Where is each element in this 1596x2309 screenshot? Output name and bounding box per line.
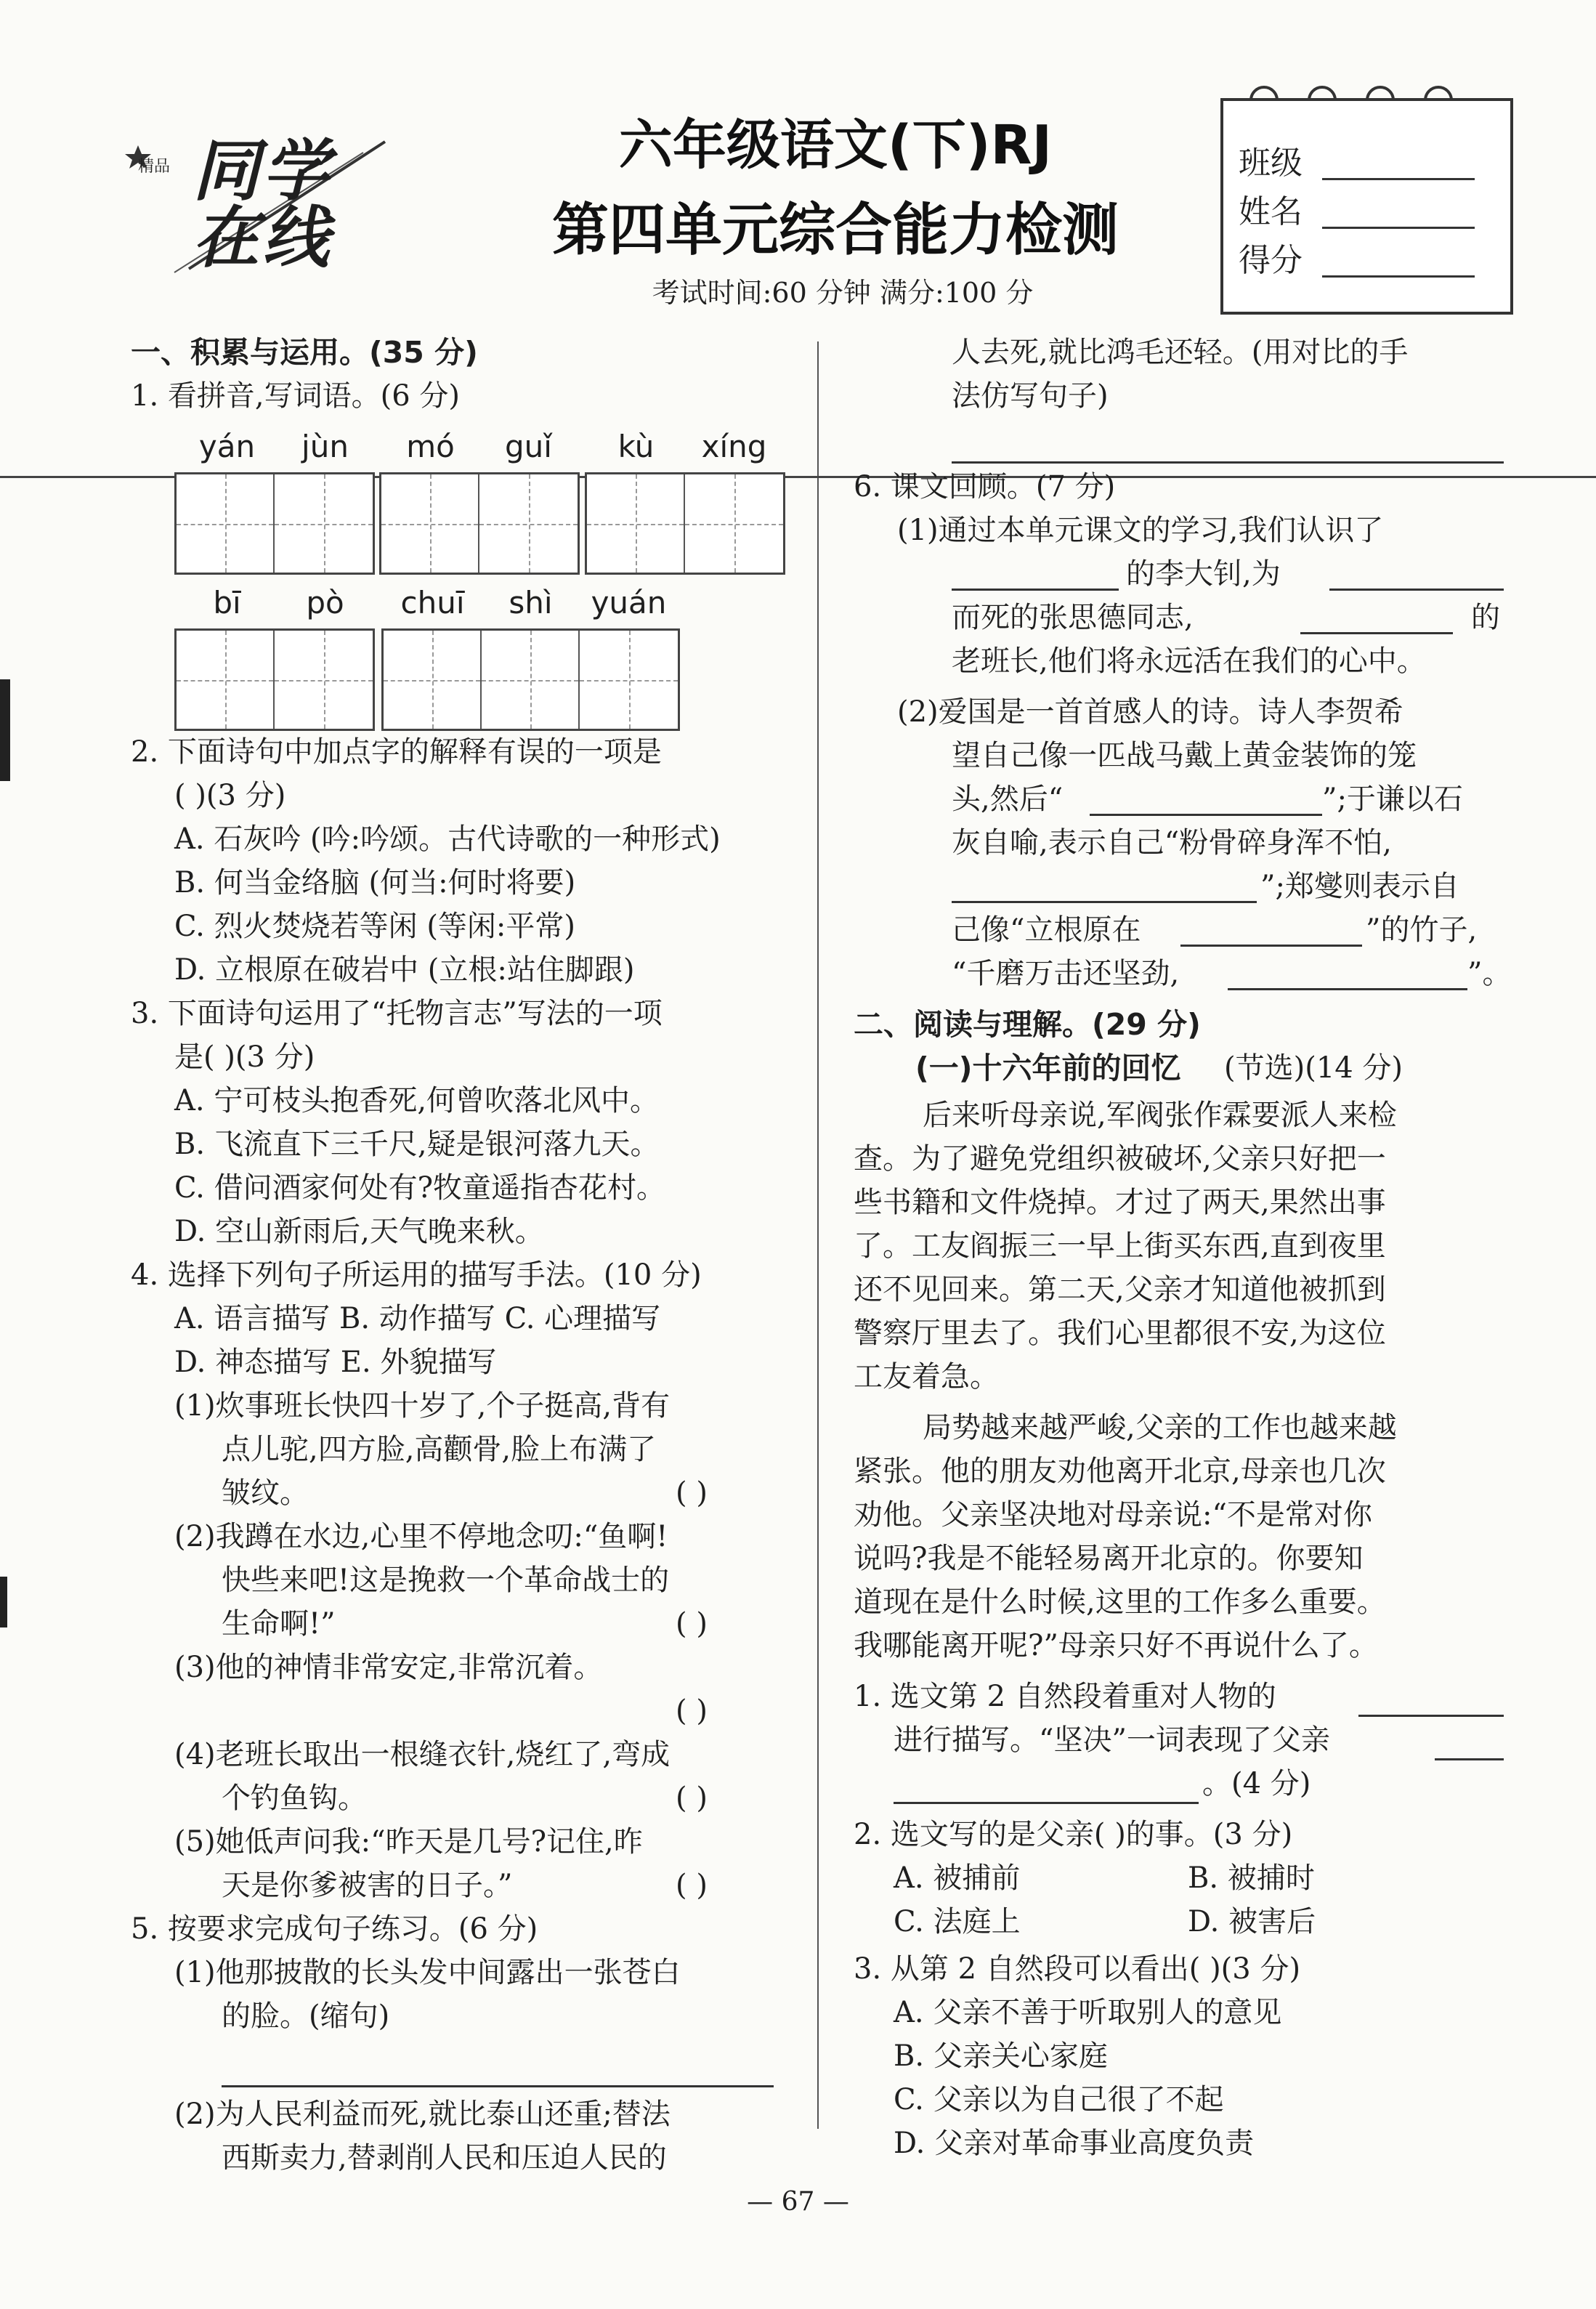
- q6-blank[interactable]: [952, 901, 1257, 903]
- q5-line: (2)为人民利益而死,就比泰山还重;替法: [174, 2098, 671, 2131]
- q6-line: ”的竹子,: [1366, 913, 1478, 947]
- logo: [123, 124, 407, 283]
- class-label: 班级: [1239, 145, 1303, 182]
- rq1-line: 进行描写。“坚决”一词表现了父亲: [894, 1723, 1330, 1757]
- logo-badge: 精品: [138, 158, 171, 176]
- pinyin: bī: [213, 585, 241, 620]
- rq3-option-b: B. 父亲关心家庭: [894, 2039, 1108, 2073]
- q6-line: 而死的张思德同志,: [952, 601, 1194, 634]
- writing-grid[interactable]: [174, 472, 375, 575]
- q4-line: 点儿驼,四方脸,高颧骨,脸上布满了: [222, 1433, 657, 1466]
- pinyin: xíng: [701, 429, 767, 464]
- q4-answer-1[interactable]: ( ): [676, 1476, 708, 1510]
- writing-grid[interactable]: [174, 628, 375, 731]
- passage-line: 局势越来越严峻,父亲的工作也越来越: [923, 1411, 1397, 1444]
- q6-blank[interactable]: [1329, 589, 1504, 591]
- rq2-option-d: D. 被害后: [1188, 1905, 1316, 1938]
- q4-prompt: 4. 选择下列句子所运用的描写手法。(10 分): [131, 1258, 702, 1292]
- passage-line: 说吗?我是不能轻易离开北京的。你要知: [854, 1542, 1364, 1575]
- q4-answer-5[interactable]: ( ): [676, 1869, 708, 1902]
- score-field[interactable]: [1322, 275, 1475, 278]
- q4-line: (2)我蹲在水边,心里不停地念叨:“鱼啊!: [174, 1520, 668, 1553]
- q5-cont-line: 人去死,就比鸿毛还轻。(用对比的手: [952, 336, 1409, 369]
- pinyin: guǐ: [505, 429, 552, 464]
- rq1-line: 。(4 分): [1202, 1767, 1311, 1800]
- q4-answer-4[interactable]: ( ): [676, 1782, 708, 1815]
- pinyin: shì: [509, 585, 553, 620]
- q6-line: 的: [1471, 601, 1500, 634]
- pinyin: jùn: [301, 429, 349, 464]
- rq3-prompt: 3. 从第 2 自然段可以看出( )(3 分): [854, 1952, 1301, 1986]
- q4-line: (5)她低声问我:“昨天是几号?记住,昨: [174, 1825, 643, 1859]
- rq3-option-a: A. 父亲不善于听取别人的意见: [894, 1996, 1282, 2029]
- rq2-option-b: B. 被捕时: [1188, 1861, 1315, 1895]
- q6-line: 老班长,他们将永远活在我们的心中。: [952, 644, 1426, 678]
- writing-grid[interactable]: [381, 628, 680, 731]
- q4-line: 生命啊!”: [222, 1607, 336, 1641]
- q2-option-c: C. 烈火焚烧若等闲 (等闲:平常): [174, 910, 576, 943]
- q6-blank[interactable]: [1228, 988, 1467, 990]
- q4-line: (3)他的神情非常安定,非常沉着。: [174, 1651, 603, 1684]
- rq1-blank[interactable]: [1435, 1758, 1504, 1760]
- q4-line: (1)炊事班长快四十岁了,个子挺高,背有: [174, 1389, 671, 1423]
- q3-option-c: C. 借问酒家何处有?牧童遥指杏花村。: [174, 1171, 666, 1205]
- passage-line: 警察厅里去了。我们心里都很不安,为这位: [854, 1317, 1386, 1350]
- rq3-option-c: C. 父亲以为自己很了不起: [894, 2083, 1224, 2116]
- pinyin: pò: [306, 585, 344, 620]
- passage-line: 后来听母亲说,军阀张作霖要派人来检: [923, 1099, 1397, 1132]
- q5-line: 的脸。(缩句): [222, 1999, 390, 2033]
- q6-line: 头,然后“: [952, 783, 1064, 816]
- q2-prompt: 2. 下面诗句中加点字的解释有误的一项是: [131, 735, 662, 769]
- passage-line: 还不见回来。第二天,父亲才知道他被抓到: [854, 1273, 1386, 1306]
- q4-answer-3[interactable]: ( ): [676, 1694, 708, 1728]
- passage-line: 工友着急。: [854, 1360, 999, 1394]
- writing-grid[interactable]: [379, 472, 580, 575]
- name-label: 姓名: [1239, 193, 1303, 230]
- passage-line: 道现在是什么时候,这里的工作多么重要。: [854, 1585, 1386, 1619]
- q4-line: 皱纹。: [222, 1476, 309, 1510]
- q5-line: 西斯卖力,替剥削人民和压迫人民的: [222, 2141, 667, 2175]
- q5-cont-line: 法仿写句子): [952, 379, 1109, 413]
- column-divider: [817, 341, 819, 2129]
- q6-line: 望自己像一匹战马戴上黄金装饰的笼: [952, 739, 1417, 772]
- section2-title: 二、阅读与理解。(29 分): [854, 1007, 1201, 1042]
- rq2-prompt: 2. 选文写的是父亲( )的事。(3 分): [854, 1818, 1293, 1851]
- passage-line: 些书籍和文件烧掉。才过了两天,果然出事: [854, 1186, 1386, 1219]
- q6-blank[interactable]: [1090, 814, 1322, 816]
- rq2-option-a: A. 被捕前: [894, 1861, 1021, 1895]
- q6-prompt: 6. 课文回顾。(7 分): [854, 470, 1116, 504]
- q2-answer-paren[interactable]: ( )(3 分): [174, 779, 286, 812]
- pinyin: chuī: [400, 585, 465, 620]
- pinyin: yuán: [591, 585, 667, 620]
- rq1-blank[interactable]: [1358, 1715, 1504, 1717]
- page-title: 六年级语文(下)RJ: [618, 114, 1053, 177]
- rq2-option-c: C. 法庭上: [894, 1905, 1021, 1938]
- q4-choices: D. 神态描写 E. 外貌描写: [174, 1346, 497, 1379]
- q6-line: 的李大钊,为: [1126, 557, 1281, 591]
- q5-1-answer-line[interactable]: [222, 2085, 774, 2087]
- q2-option-b: B. 何当金络脑 (何当:何时将要): [174, 866, 576, 899]
- q3-option-a: A. 宁可枝头抱香死,何曾吹落北风中。: [174, 1084, 660, 1117]
- q6-blank[interactable]: [1300, 632, 1453, 634]
- q3-prompt: 3. 下面诗句运用了“托物言志”写法的一项: [131, 997, 663, 1030]
- rq3-option-d: D. 父亲对革命事业高度负责: [894, 2127, 1255, 2160]
- name-field[interactable]: [1322, 227, 1475, 229]
- q6-line: (1)通过本单元课文的学习,我们认识了: [897, 514, 1384, 547]
- pinyin: yán: [198, 429, 256, 464]
- q6-line: ”;于谦以石: [1322, 783, 1463, 816]
- q4-line: 个钓鱼钩。: [222, 1782, 367, 1815]
- section1-title: 一、积累与运用。(35 分): [131, 335, 478, 370]
- q6-line: 灰自喻,表示自己“粉骨碎身浑不怕,: [952, 826, 1392, 860]
- q1-prompt: 1. 看拼音,写词语。(6 分): [131, 379, 460, 413]
- class-field[interactable]: [1322, 178, 1475, 180]
- q5-2-answer-line[interactable]: [952, 461, 1504, 464]
- q4-line: (4)老班长取出一根缝衣针,烧红了,弯成: [174, 1738, 671, 1771]
- q6-line: ”;郑燮则表示自: [1260, 870, 1459, 903]
- binding-mark: [0, 679, 10, 781]
- q5-line: (1)他那披散的长头发中间露出一张苍白: [174, 1956, 681, 1989]
- q6-blank[interactable]: [1180, 945, 1362, 947]
- exam-info: 考试时间:60 分钟 满分:100 分: [652, 277, 1034, 309]
- q6-line: “千磨万击还坚劲,: [952, 957, 1180, 990]
- q4-answer-2[interactable]: ( ): [676, 1607, 708, 1641]
- binding-mark: [0, 1577, 7, 1627]
- rq1-line: 1. 选文第 2 自然段着重对人物的: [854, 1680, 1276, 1713]
- q4-choices: A. 语言描写 B. 动作描写 C. 心理描写: [174, 1302, 661, 1335]
- passage-line: 我哪能离开呢?”母亲只好不再说什么了。: [854, 1629, 1378, 1662]
- logo-text: 同学在线: [193, 132, 333, 277]
- passage-line: 劝他。父亲坚决地对母亲说:“不是常对你: [854, 1498, 1372, 1532]
- writing-grid[interactable]: [585, 472, 785, 575]
- q3-answer-paren[interactable]: 是( )(3 分): [174, 1040, 315, 1074]
- page-number: — 67 —: [747, 2187, 849, 2217]
- rq1-blank[interactable]: [894, 1802, 1199, 1804]
- q2-option-a: A. 石灰吟 (吟:吟颂。古代诗歌的一种形式): [174, 822, 721, 856]
- q6-line: (2)爱国是一首首感人的诗。诗人李贺希: [897, 695, 1403, 729]
- q6-line: 己像“立根原在: [952, 913, 1141, 947]
- q6-blank[interactable]: [952, 589, 1119, 591]
- passage-line: 了。工友阎振三一早上街买东西,直到夜里: [854, 1229, 1386, 1263]
- q3-option-d: D. 空山新雨后,天气晚来秋。: [174, 1215, 544, 1248]
- q4-line: 天是你爹被害的日子。”: [222, 1869, 513, 1902]
- passage-line: 紧张。他的朋友劝他离开北京,母亲也几次: [854, 1455, 1386, 1488]
- q3-option-b: B. 飞流直下三千尺,疑是银河落九天。: [174, 1128, 660, 1161]
- q6-line: ”。: [1467, 957, 1512, 990]
- pinyin: mó: [406, 429, 455, 464]
- q4-line: 快些来吧!这是挽救一个革命战士的: [222, 1564, 670, 1597]
- passage-line: 查。为了避免党组织被破坏,父亲只好把一: [854, 1142, 1386, 1176]
- passage-note: (节选)(14 分): [1224, 1051, 1403, 1085]
- page-subtitle: 第四单元综合能力检测: [551, 198, 1119, 263]
- q2-option-d: D. 立根原在破岩中 (立根:站住脚跟): [174, 953, 635, 987]
- q5-prompt: 5. 按要求完成句子练习。(6 分): [131, 1912, 538, 1946]
- score-label: 得分: [1239, 242, 1303, 279]
- pinyin: kù: [617, 429, 655, 464]
- passage-title: (一)十六年前的回忆: [915, 1051, 1181, 1085]
